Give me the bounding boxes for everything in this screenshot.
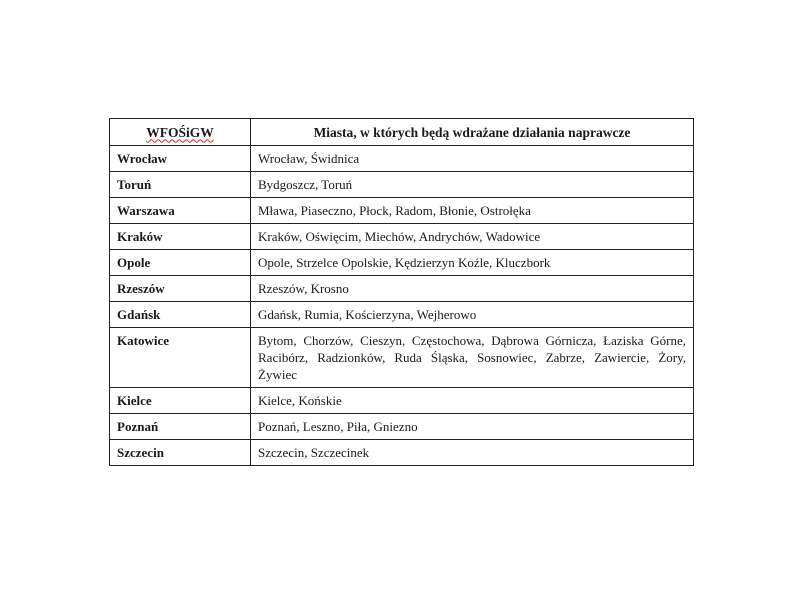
table-row bbox=[110, 388, 694, 414]
cities-cell: Gdańsk, Rumia, Kościerzyna, Wejherowo bbox=[251, 302, 694, 328]
region-cell: Katowice bbox=[110, 328, 251, 388]
cities-cell: Bytom, Chorzów, Cieszyn, Częstochowa, Dąbrowa Górnicza, Łaziska Górne, Racibórz, Radzionków, Ruda Śląska, Sosnowiec, Zabrze, Zawiercie, Żory, Żywiec bbox=[251, 328, 694, 388]
region-cell: Szczecin bbox=[110, 440, 251, 466]
table-row bbox=[110, 414, 694, 440]
table-row bbox=[110, 146, 694, 172]
table-row bbox=[110, 198, 694, 224]
region-cell: Kielce bbox=[110, 388, 251, 414]
header-wfosigw bbox=[110, 119, 251, 146]
table-row bbox=[110, 302, 694, 328]
header-row bbox=[110, 119, 694, 146]
header-wfosigw-label: WFOŚiGW bbox=[146, 124, 214, 140]
table-row bbox=[110, 224, 694, 250]
cities-cell: Bydgoszcz, Toruń bbox=[251, 172, 694, 198]
region-cell: Wrocław bbox=[110, 146, 251, 172]
region-cell: Rzeszów bbox=[110, 276, 251, 302]
table-row bbox=[110, 172, 694, 198]
cities-cell: Kraków, Oświęcim, Miechów, Andrychów, Wadowice bbox=[251, 224, 694, 250]
table-row bbox=[110, 276, 694, 302]
region-cell: Gdańsk bbox=[110, 302, 251, 328]
region-cell: Poznań bbox=[110, 414, 251, 440]
cities-cell: Kielce, Końskie bbox=[251, 388, 694, 414]
table-row bbox=[110, 328, 694, 388]
header-cities: Miasta, w których będą wdrażane działania naprawcze bbox=[251, 119, 694, 146]
region-cell: Toruń bbox=[110, 172, 251, 198]
cities-cell: Opole, Strzelce Opolskie, Kędzierzyn Koźle, Kluczbork bbox=[251, 250, 694, 276]
table-row bbox=[110, 440, 694, 466]
cities-cell: Rzeszów, Krosno bbox=[251, 276, 694, 302]
region-cell: Kraków bbox=[110, 224, 251, 250]
cities-cell: Szczecin, Szczecinek bbox=[251, 440, 694, 466]
region-cell: Opole bbox=[110, 250, 251, 276]
cities-cell: Mława, Piaseczno, Płock, Radom, Błonie, Ostrołęka bbox=[251, 198, 694, 224]
table-row bbox=[110, 250, 694, 276]
region-cell: Warszawa bbox=[110, 198, 251, 224]
cities-cell: Poznań, Leszno, Piła, Gniezno bbox=[251, 414, 694, 440]
cities-cell: Wrocław, Świdnica bbox=[251, 146, 694, 172]
cities-table bbox=[109, 118, 694, 466]
